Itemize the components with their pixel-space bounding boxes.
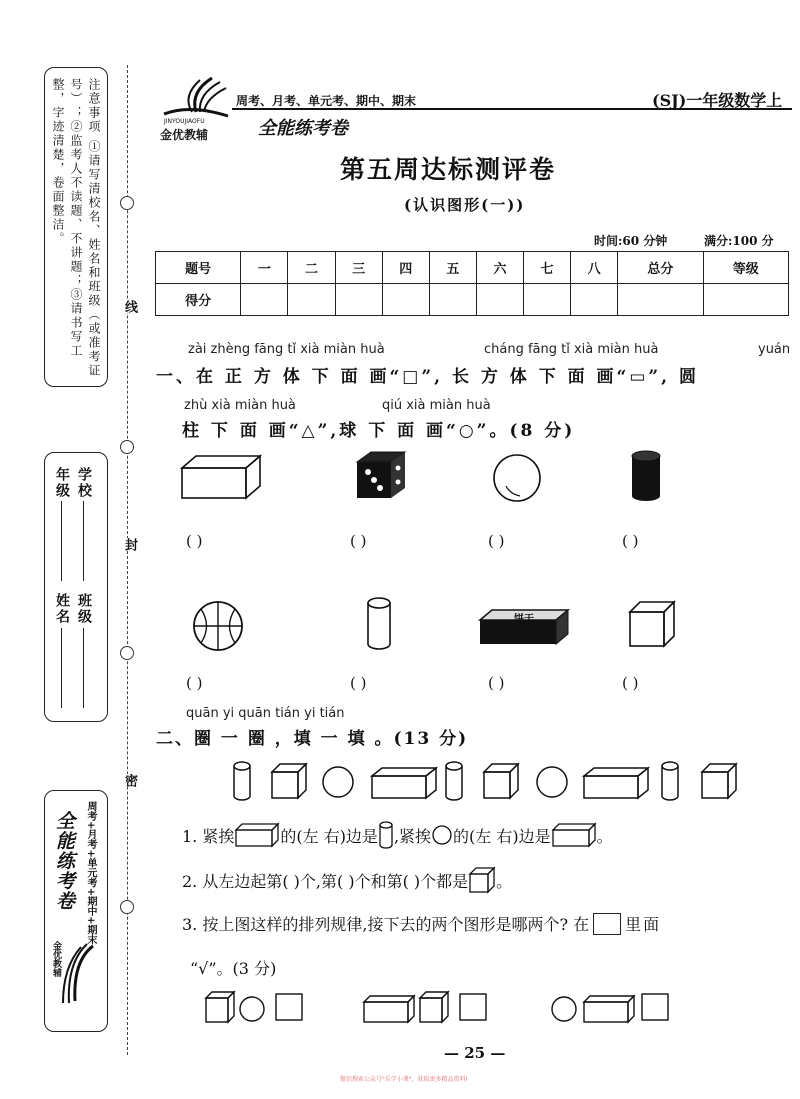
score-cell: 题号 xyxy=(156,252,241,284)
class-label: 班级 xyxy=(76,593,92,625)
answer-paren[interactable]: ( ) xyxy=(488,674,505,692)
cube-icon xyxy=(420,992,448,1022)
answer-paren[interactable]: ( ) xyxy=(350,532,367,550)
q1-pinyin: yuán xyxy=(758,342,791,357)
binding-hole xyxy=(120,196,134,210)
option-cuboid-cube xyxy=(362,990,492,1026)
answer-paren[interactable]: ( ) xyxy=(622,532,639,550)
answer-box xyxy=(460,994,486,1020)
biscuit-label: 饼干 xyxy=(514,614,534,625)
notice-text: 注意事项 ①请写清校名、姓名和班级（或准考证号）；②监考人不读题、不讲题；③请书写工整，字迹清楚，卷面整洁。 xyxy=(51,78,101,378)
q2-sub2-text: 2. 从左边起第( )个,第( )个和第( )个都是 xyxy=(182,871,469,891)
circle-icon xyxy=(240,997,264,1021)
cylinder-icon xyxy=(234,762,250,800)
score-table-header-row xyxy=(156,252,789,284)
cylinder-icon xyxy=(446,762,462,800)
q1-pinyin: zhù xià miàn huà xyxy=(184,398,296,413)
cut-mark-seal: 封 xyxy=(122,538,137,551)
grade-label: 年级 xyxy=(54,467,70,499)
school-field[interactable] xyxy=(83,501,84,581)
cuboid-icon xyxy=(584,768,648,798)
option-cube-circle xyxy=(204,990,314,1026)
answer-box[interactable] xyxy=(593,913,621,935)
q2-sub1-text: 1. 紧挨 xyxy=(182,826,235,846)
q2-sub2-text: 。 xyxy=(496,871,513,891)
cuboid-icon xyxy=(364,996,414,1022)
q1-pinyin: qiú xià miàn huà xyxy=(382,398,491,413)
exam-full-score: 满分:100 分 xyxy=(704,234,774,248)
class-field[interactable] xyxy=(83,628,84,708)
score-input-cell[interactable] xyxy=(476,284,523,316)
header-subject: (SJ)一年级数学上 xyxy=(652,91,783,110)
score-table-score-row xyxy=(156,284,789,316)
header-series-title: 全能练考卷 xyxy=(258,118,348,139)
q2-sub3-cont: “√”。(3 分) xyxy=(190,959,277,978)
cube-icon xyxy=(702,764,736,798)
circle-icon xyxy=(537,767,567,797)
cut-mark-secret: 密 xyxy=(122,774,137,787)
binding-hole xyxy=(120,440,134,454)
cylinder-icon xyxy=(364,594,394,654)
q2-sub3-text: 里面 xyxy=(625,915,662,934)
score-input-cell[interactable] xyxy=(429,284,476,316)
score-cell: 八 xyxy=(571,252,618,284)
sphere-icon xyxy=(490,452,544,504)
cuboid-icon xyxy=(178,452,264,502)
q1-pinyin: cháng fāng tǐ xià miàn huà xyxy=(484,342,659,357)
q1-pinyin: zài zhèng fāng tǐ xià miàn huà xyxy=(188,342,385,357)
answer-paren[interactable]: ( ) xyxy=(186,532,203,550)
score-input-cell[interactable] xyxy=(524,284,571,316)
footer-note: 微信搜索公众号"乐学小课"，获取更多精品资料! xyxy=(340,1076,468,1083)
score-row-label: 得分 xyxy=(156,284,241,316)
cube-icon xyxy=(272,764,306,798)
header-logo-sub: JINYOUJIAOFU xyxy=(164,118,205,125)
cube-icon xyxy=(206,992,234,1022)
cuboid-icon xyxy=(584,996,634,1022)
circle-icon xyxy=(323,767,353,797)
cylinder-can-icon xyxy=(628,448,664,504)
answer-paren[interactable]: ( ) xyxy=(622,674,639,692)
q2-sub1 xyxy=(182,820,613,850)
score-cell: 四 xyxy=(382,252,429,284)
score-input-cell[interactable] xyxy=(703,284,788,316)
page-title: 第五周达标测评卷 xyxy=(340,155,557,184)
q2-sub2 xyxy=(182,866,512,894)
grade-field[interactable] xyxy=(61,501,62,581)
circle-icon xyxy=(431,824,453,846)
score-table xyxy=(155,251,789,316)
shape-sequence xyxy=(226,758,786,804)
binding-hole xyxy=(120,900,134,914)
notice-box xyxy=(44,67,108,387)
score-cell: 三 xyxy=(335,252,382,284)
header-series: 周考、月考、单元考、期中、期末 xyxy=(236,94,417,108)
q2-sub1-text: 的(左 右)边是 xyxy=(280,826,378,846)
circle-icon xyxy=(552,997,576,1021)
name-field[interactable] xyxy=(61,628,62,708)
score-input-cell[interactable] xyxy=(335,284,382,316)
score-cell: 等级 xyxy=(703,252,788,284)
answer-paren[interactable]: ( ) xyxy=(186,674,203,692)
score-cell: 六 xyxy=(476,252,523,284)
q1-title: 一、在 正 方 体 下 面 画“□”, 长 方 体 下 面 画“▭”, 圆 xyxy=(156,367,700,387)
cube-icon xyxy=(468,866,496,894)
score-input-cell[interactable] xyxy=(571,284,618,316)
page-number: — 25 — xyxy=(444,1044,506,1062)
exam-time: 时间:60 分钟 xyxy=(594,234,668,248)
dice-icon xyxy=(353,448,411,504)
q2-sub1-text: 的(左 右)边是 xyxy=(453,826,551,846)
answer-paren[interactable]: ( ) xyxy=(350,674,367,692)
answer-box xyxy=(276,994,302,1020)
score-input-cell[interactable] xyxy=(618,284,703,316)
score-cell: 五 xyxy=(429,252,476,284)
brand-series: 周考+月考+单元考+期中+期末 xyxy=(85,801,96,945)
cuboid-icon xyxy=(551,822,597,848)
q2-sub1-text: ,紧挨 xyxy=(393,826,432,846)
cut-mark-line: 线 xyxy=(122,300,137,313)
option-circle-cuboid xyxy=(550,990,680,1026)
header-logo-text: 金优教辅 xyxy=(160,128,209,142)
student-info-box xyxy=(44,452,108,722)
page-subtitle: (认识图形(一)) xyxy=(404,196,526,214)
score-cell: 一 xyxy=(241,252,288,284)
cube-icon xyxy=(484,764,518,798)
score-cell: 七 xyxy=(524,252,571,284)
q2-sub3 xyxy=(182,912,661,935)
cylinder-icon xyxy=(662,762,678,800)
cuboid-icon xyxy=(234,822,280,848)
cube-icon xyxy=(626,598,678,650)
q2-sub1-text: 。 xyxy=(596,826,613,846)
cuboid-icon xyxy=(372,768,436,798)
score-input-cell[interactable] xyxy=(288,284,335,316)
name-label: 姓名 xyxy=(54,593,70,625)
q2-pinyin: quān yi quān tián yi tián xyxy=(186,706,345,721)
brand-logo-text: 金优教辅 xyxy=(51,941,61,977)
brand-name: 全能练考卷 xyxy=(53,811,75,911)
q2-sub3-text: 3. 按上图这样的排列规律,接下去的两个图形是哪两个? 在 xyxy=(182,915,590,934)
q1-title-cont: 柱 下 面 画“△”,球 下 面 画“○”。(8 分) xyxy=(182,421,576,441)
basketball-icon xyxy=(190,598,246,654)
q2-title: 二、圈 一 圈 ，填 一 填 。(13 分) xyxy=(156,729,469,749)
binding-hole xyxy=(120,646,134,660)
header-logo-icon xyxy=(160,74,232,124)
answer-paren[interactable]: ( ) xyxy=(488,532,505,550)
answer-box xyxy=(642,994,668,1020)
school-label: 学校 xyxy=(76,467,92,499)
score-input-cell[interactable] xyxy=(241,284,288,316)
score-input-cell[interactable] xyxy=(382,284,429,316)
brand-box xyxy=(44,790,108,1032)
score-cell: 二 xyxy=(288,252,335,284)
cylinder-icon xyxy=(378,820,394,850)
score-cell: 总分 xyxy=(618,252,703,284)
